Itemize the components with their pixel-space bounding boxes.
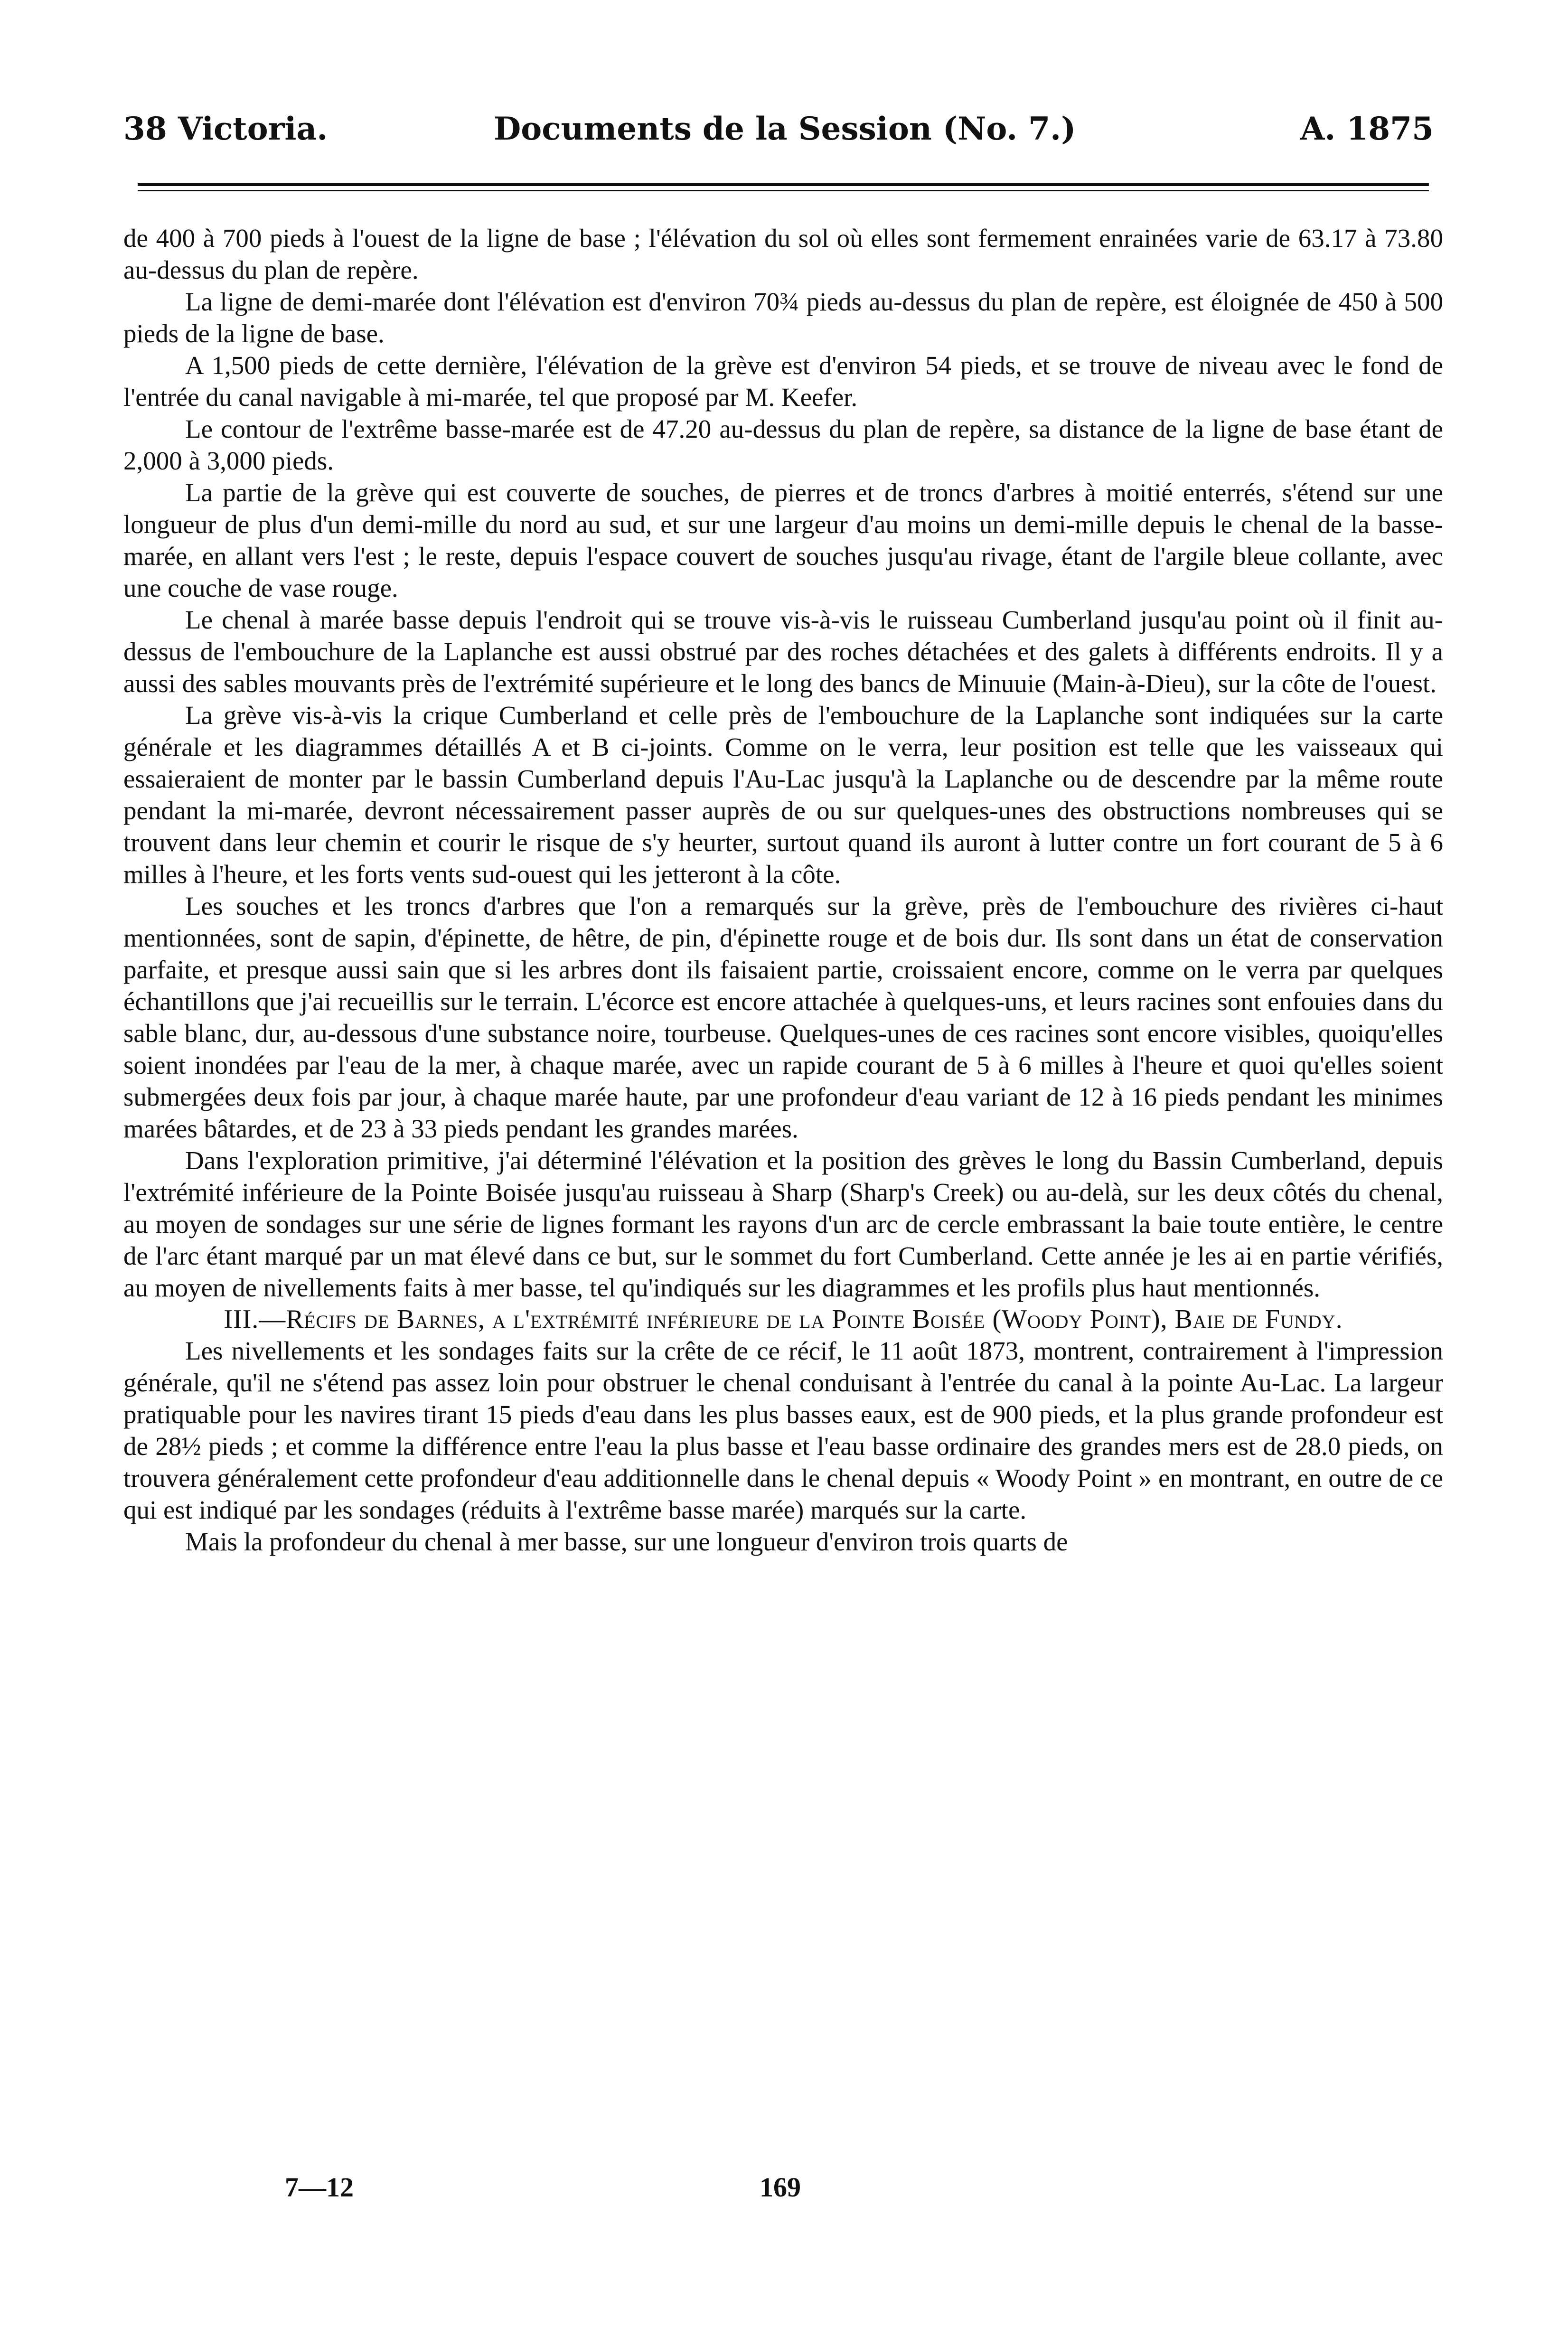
paragraph: Les souches et les troncs d'arbres que l'on a remarqués sur la grève, près de l'embouchure des rivières ci-haut mentionnées, sont de sapin, d'épinette, de hêtre, de pin, d'épinette rouge et de bois dur. Ils sont dans un état de conservation parfaite, et presque aussi sain que si les arbres dont ils faisaient partie, croissaient encore, comme on le verra par quelques échantillons que j'ai recueillis sur le terrain. L'écorce est encore attachée à quelques-uns, et leurs racines sont enfouies dans du sable blanc, dur, au-dessous d'une substance noire, tourbeuse. Quelques-unes de ces racines sont encore visibles, quoiqu'elles soient inondées par l'eau de la mer, à chaque marée, avec un rapide courant de 5 à 6 milles à l'heure et quoi qu'elles soient submergées deux fois par jour, à chaque marée haute, par une profondeur d'eau variant de 12 à 16 pieds pendant les minimes marées bâtardes, et de 23 à 33 pieds pendant les grandes marées. xyxy=(123,891,1443,1143)
running-header xyxy=(123,110,1434,153)
paragraph: La ligne de demi-marée dont l'élévation est d'environ 70¾ pieds au-dessus du plan de repère, est éloignée de 450 à 500 pieds de la ligne de base. xyxy=(123,287,1443,348)
page-body xyxy=(123,222,1443,1558)
paragraph: A 1,500 pieds de cette dernière, l'élévation de la grève est d'environ 54 pieds, et se trouve de niveau avec le fond de l'entrée du canal navigable à mi-marée, tel que proposé par M. Keefer. xyxy=(123,351,1443,412)
header-title: Documents de la Session (No. 7.) xyxy=(494,110,1076,147)
paragraph: Le contour de l'extrême basse-marée est de 47.20 au-dessus du plan de repère, sa distance de la ligne de base étant de 2,000 à 3,000 pieds. xyxy=(123,414,1443,475)
section-heading: III.—Récifs de Barnes, a l'extrémité inférieure de la Pointe Boisée (Woody Point), Baie de Fundy. xyxy=(224,1304,1343,1334)
header-rule-thick xyxy=(138,183,1429,186)
page-number: 169 xyxy=(760,2172,801,2203)
paragraph: Le chenal à marée basse depuis l'endroit qui se trouve vis-à-vis le ruisseau Cumberland jusqu'au point où il finit au-dessus de l'embouchure de la Laplanche est aussi obstrué par des roches détachées et des galets à différents endroits. Il y a aussi des sables mouvants près de l'extrémité supérieure et le long des bancs de Minuuie (Main-à-Dieu), sur la côte de l'ouest. xyxy=(123,605,1443,698)
header-rule-thin xyxy=(138,190,1429,191)
paragraph: La partie de la grève qui est couverte de souches, de pierres et de troncs d'arbres à moitié enterrés, s'étend sur une longueur de plus d'un demi-mille du nord au sud, et sur une largeur d'au moins un demi-mille depuis le chenal de la basse-marée, en allant vers l'est ; le reste, depuis l'espace couvert de souches jusqu'au rivage, étant de l'argile bleue collante, avec une couche de vase rouge. xyxy=(123,478,1443,602)
paragraph: La grève vis-à-vis la crique Cumberland et celle près de l'embouchure de la Laplanche sont indiquées sur la carte générale et les diagrammes détaillés A et B ci-joints. Comme on le verra, leur position est telle que les vaisseaux qui essaieraient de monter par le bassin Cumberland depuis l'Au-Lac jusqu'à la Laplanche ou de descendre par la même route pendant la mi-marée, devront nécessairement passer auprès de ou sur quelques-unes des obstructions nombreuses qui se trouvent dans leur chemin et courir le risque de s'y heurter, surtout quand ils auront à lutter contre un fort courant de 5 à 6 milles à l'heure, et les forts vents sud-ouest qui les jetteront à la côte. xyxy=(123,701,1443,889)
paragraph: de 400 à 700 pieds à l'ouest de la ligne de base ; l'élévation du sol où elles sont fermement enrainées varie de 63.17 à 73.80 au-dessus du plan de repère. xyxy=(123,224,1443,284)
header-year: A. 1875 xyxy=(1300,110,1434,147)
page-footer xyxy=(285,2171,997,2209)
paragraph: Dans l'exploration primitive, j'ai déterminé l'élévation et la position des grèves le long du Bassin Cumberland, depuis l'extrémité inférieure de la Pointe Boisée jusqu'au ruisseau à Sharp (Sharp's Creek) ou au-delà, sur les deux côtés du chenal, au moyen de sondages sur une série de lignes formant les rayons d'un arc de cercle embrassant la baie toute entière, le centre de l'arc étant marqué par un mat élevé dans ce but, sur le sommet du fort Cumberland. Cette année je les ai en partie vérifiés, au moyen de nivellements faits à mer basse, tel qu'indiqués sur les diagrammes et les profils plus haut mentionnés. xyxy=(123,1146,1443,1302)
header-volume: 38 Victoria. xyxy=(123,110,328,147)
paragraph: Mais la profondeur du chenal à mer basse, sur une longueur d'environ trois quarts de xyxy=(185,1527,1068,1556)
paragraph: Les nivellements et les sondages faits sur la crête de ce récif, le 11 août 1873, montrent, contrairement à l'impression générale, qu'il ne s'étend pas assez loin pour obstruer le chenal conduisant à l'entrée du canal à la pointe Au-Lac. La largeur pratiquable pour les navires tirant 15 pieds d'eau dans les plus basses eaux, est de 900 pieds, et la plus grande profondeur est de 28½ pieds ; et comme la différence entre l'eau la plus basse et l'eau basse ordinaire des grandes mers est de 28.0 pieds, on trouvera généralement cette profondeur d'eau additionnelle dans le chenal depuis « Woody Point » en montrant, en outre de ce qui est indiqué par les sondages (réduits à l'extrême basse marée) marqués sur la carte. xyxy=(123,1336,1443,1524)
signature-mark: 7—12 xyxy=(285,2172,354,2203)
